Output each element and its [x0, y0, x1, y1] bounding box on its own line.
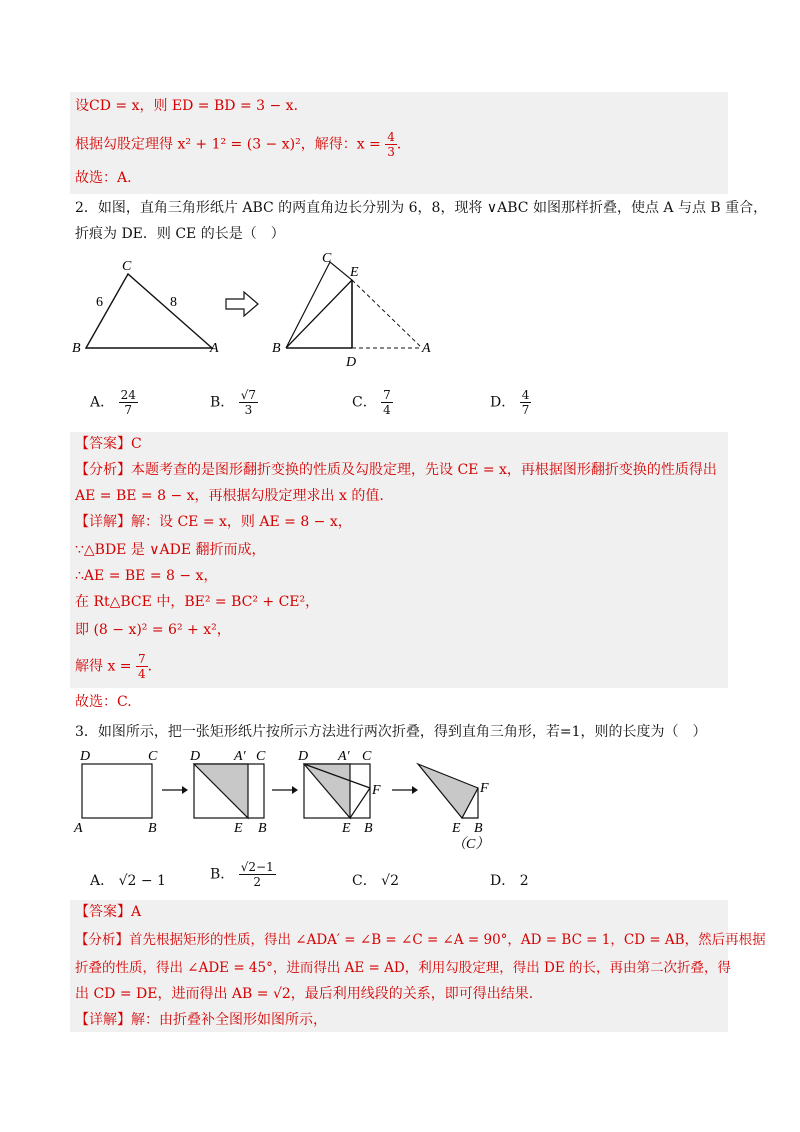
q2-detail-6-den: 4 [137, 667, 146, 681]
q2-right-label-c: C [322, 252, 332, 266]
q2-option-b-den: 3 [244, 403, 253, 417]
q3-p3-label-b: B [364, 821, 373, 836]
q2-label-6: 6 [96, 295, 103, 310]
q2-option-b[interactable] [210, 388, 258, 417]
q3-arrow-3-head-icon [412, 786, 418, 794]
q2-triangle-folded [286, 262, 352, 348]
q2-option-d-letter: D． [490, 394, 516, 411]
q2-dashed-ea [352, 280, 422, 348]
q3-p1-label-b: B [148, 821, 157, 836]
prev-fraction-num: 4 [387, 130, 395, 144]
q3-option-b-letter: B． [210, 866, 235, 883]
q3-p3-label-c: C [362, 749, 372, 764]
q2-option-d[interactable] [490, 388, 531, 417]
q2-option-a[interactable] [90, 388, 138, 417]
q3-p2-shaded-triangle [194, 764, 248, 818]
q2-right-label-e: E [350, 265, 359, 280]
q3-option-b[interactable] [210, 860, 276, 889]
q2-option-a-fraction [119, 388, 138, 417]
q3-option-a[interactable] [90, 870, 166, 890]
prev-line-2-text: 根据勾股定理得 x² + 1² = (3 − x)²，解得：x = [75, 136, 381, 153]
q3-p1-label-c: C [148, 749, 158, 764]
q3-p4-label-c: （C） [452, 837, 490, 852]
q3-option-d-text: 2 [519, 873, 529, 889]
q2-option-d-den: 7 [521, 403, 530, 417]
q2-stem-2: 折痕为 DE．则 CE 的长是（ ） [75, 226, 285, 242]
q3-option-a-text: √2 − 1 [118, 873, 166, 889]
q2-detail-4: 在 Rt△BCE 中，BE² = BC² + CE²， [75, 594, 320, 610]
q3-p3-label-f: F [372, 783, 381, 798]
q3-arrow-2-head-icon [292, 786, 298, 794]
q3-p1-label-d: D [80, 749, 91, 764]
q3-p4-label-f: F [480, 781, 489, 796]
q3-detail-1: 【详解】解：由折叠补全图形如图所示， [75, 1012, 327, 1028]
q3-p2-label-e: E [234, 821, 243, 836]
prev-line-2: 根据勾股定理得 x² + 1² = (3 − x)²，解得：x = $\frac{4}{3}$ ． [75, 130, 411, 159]
q2-detail-6-num: 7 [137, 652, 146, 666]
q2-detail-6-fraction [136, 652, 148, 681]
q3-p2-label-d: D [190, 749, 201, 764]
q3-p2-label-ap: A′ [234, 749, 246, 764]
q3-rectangle [82, 764, 152, 818]
q2-right-label-a: A [422, 341, 431, 356]
q3-option-d-letter: D． [490, 873, 516, 889]
q3-analysis-1: 【分析】首先根据矩形的性质，得出 ∠ADA′ = ∠B = ∠C = ∠A = 90°，AD = BC = 1，CD = AB，然后再根据 [75, 932, 766, 948]
q2-option-a-den: 7 [124, 403, 133, 417]
q2-option-c-num: 7 [383, 388, 391, 402]
q3-p1-label-a: A [74, 821, 83, 836]
q2-option-c-fraction [381, 388, 393, 417]
q2-label-a: A [210, 341, 219, 356]
q2-answer: 【答案】C [75, 436, 142, 452]
q2-detail-5: 即 (8 − x)² = 6² + x²， [75, 622, 231, 638]
q3-p4-shaded-triangle [418, 764, 478, 818]
q2-option-b-num: √7 [240, 388, 257, 402]
q2-detail-7: 故选：C. [75, 694, 132, 710]
q3-p3-label-e: E [342, 821, 351, 836]
q2-option-b-fraction [239, 388, 258, 417]
prev-fraction-den: 3 [387, 145, 395, 159]
q2-option-d-num: 4 [521, 388, 530, 402]
q3-analysis-3: 出 CD = DE，进而得出 AB = √2，最后利用线段的关系，即可得出结果. [75, 986, 534, 1002]
q2-right-label-b: B [272, 341, 281, 356]
q2-line-be [286, 280, 352, 348]
q3-option-b-num: √2−1 [240, 860, 274, 874]
q3-p2-label-c: C [256, 749, 266, 764]
q2-stem-1: 2．如图，直角三角形纸片 ABC 的两直角边长分别为 6，8，现将 ∨ABC 如图那样折叠，使点 A 与点 B 重合， [75, 200, 768, 216]
q2-detail-3: ∴AE = BE = 8 − x， [75, 568, 218, 584]
q2-label-b: B [72, 341, 81, 356]
q2-triangle-abc [86, 274, 212, 348]
q2-detail-1: 【详解】解：设 CE = x，则 AE = 8 − x， [75, 514, 352, 530]
q3-figure [70, 746, 510, 856]
q3-option-d[interactable] [490, 870, 529, 890]
q3-p2-label-b: B [258, 821, 267, 836]
q3-option-c-letter: C． [352, 873, 377, 889]
q2-option-b-letter: B． [210, 394, 235, 411]
q3-p4-label-e: E [452, 821, 461, 836]
prev-line-3: 故选：A. [75, 170, 132, 186]
q2-detail-6: 解得 x = $\frac{7}{4}$ ． [75, 652, 162, 681]
q2-option-a-num: 24 [120, 388, 136, 402]
q2-detail-6-text: 解得 x = [75, 658, 132, 675]
q3-option-b-den: 2 [253, 875, 262, 889]
q3-option-b-fraction [239, 860, 276, 889]
q2-option-d-fraction [520, 388, 532, 417]
prev-line-1: 设CD = x，则 ED = BD = 3 − x． [75, 98, 308, 114]
q3-analysis-2: 折叠的性质，得出 ∠ADE = 45°，进而得出 AE = AD，利用勾股定理，得出 DE 的长，再由第二次折叠，得 [75, 960, 731, 976]
q3-p3-label-ap: A′ [338, 749, 350, 764]
q2-option-c-den: 4 [383, 403, 391, 417]
q3-answer: 【答案】A [75, 904, 142, 920]
q2-right-label-d: D [346, 355, 357, 370]
q2-analysis-2: AE = BE = 8 − x，再根据勾股定理求出 x 的值. [75, 488, 384, 504]
q3-p3-line-ef [350, 788, 370, 818]
prev-fraction [385, 130, 397, 159]
q2-option-a-letter: A． [90, 394, 115, 411]
q3-arrow-1-head-icon [182, 786, 188, 794]
q3-option-a-letter: A． [90, 873, 115, 889]
q3-option-c-text: √2 [381, 873, 399, 889]
q3-stem: 3．如图所示，把一张矩形纸片按所示方法进行两次折叠，得到直角三角形，若=1，则的长度为（ ） [75, 724, 707, 740]
q3-p4-label-b: B [474, 821, 483, 836]
q2-option-c[interactable] [352, 388, 393, 417]
q2-label-c: C [122, 259, 132, 274]
q2-analysis-1: 【分析】本题考查的是图形翻折变换的性质及勾股定理，先设 CE = x，再根据图形翻折变换的性质得出 [75, 462, 717, 478]
q2-figure [68, 252, 448, 372]
q3-option-c[interactable] [352, 870, 399, 890]
q2-label-8: 8 [170, 295, 177, 310]
q2-detail-2: ∵△BDE 是 ∨ADE 翻折而成， [75, 542, 266, 558]
q2-arrow-icon [226, 292, 258, 316]
q3-p3-label-d: D [298, 749, 309, 764]
q2-option-c-letter: C． [352, 394, 377, 411]
